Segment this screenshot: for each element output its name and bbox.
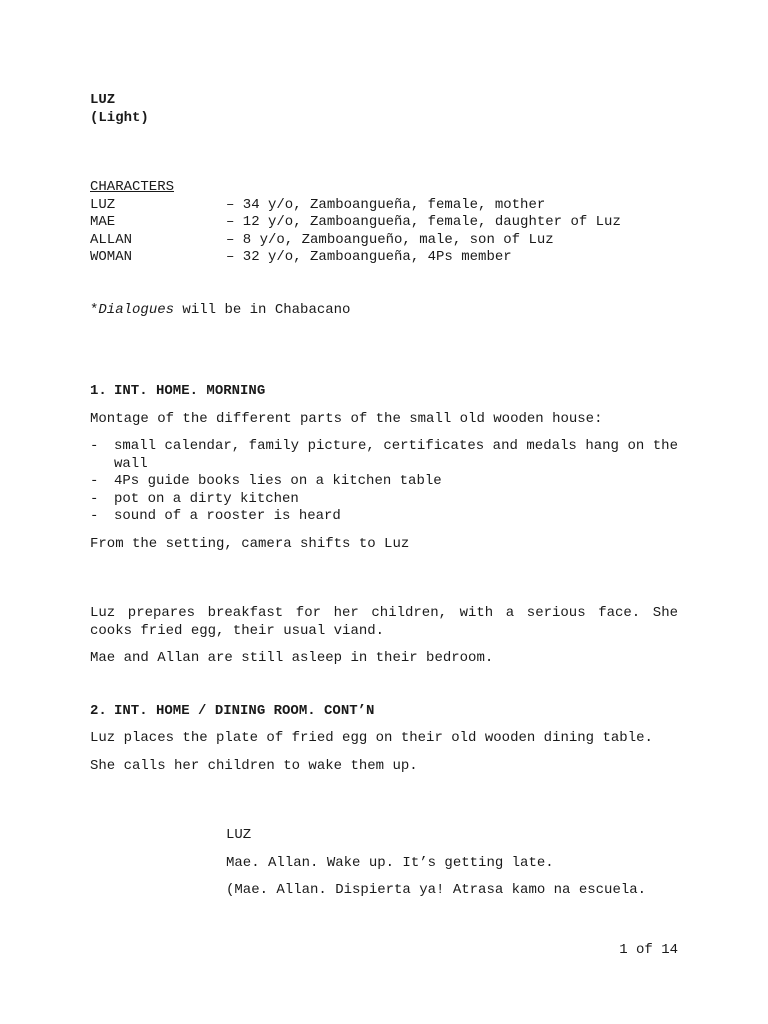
scene-2: [90, 703, 678, 900]
dialogue-translation: (Mae. Allan. Dispierta ya! Atrasa kamo na escuela.: [226, 882, 647, 898]
character-description: – 12 y/o, Zamboangueña, female, daughter of Luz: [226, 214, 621, 230]
note-italic-word: Dialogues: [98, 301, 175, 318]
character-row: [90, 197, 678, 215]
dialogue-line: Mae. Allan. Wake up. It’s getting late.: [226, 854, 554, 871]
character-name: LUZ: [90, 196, 116, 213]
scene-heading: [90, 383, 678, 401]
document-title: LUZ: [90, 92, 116, 108]
character-description: – 8 y/o, Zamboangueño, male, son of Luz: [226, 231, 554, 248]
list-item: - pot on a dirty kitchen: [90, 490, 299, 507]
scene-heading-text: INT. HOME. MORNING: [114, 383, 266, 399]
character-name: MAE: [90, 214, 116, 230]
scene-number: 1.: [90, 383, 107, 399]
scene-paragraph: She calls her children to wake them up.: [90, 757, 418, 774]
scene-1: [90, 383, 678, 668]
scene-paragraph: Mae and Allan are still asleep in their bedroom.: [90, 650, 494, 666]
scene-paragraph: Luz prepares breakfast for her children, with a serious face. She cooks fried egg, their usual viand.: [90, 605, 678, 639]
character-row: [90, 214, 678, 232]
list-item: - small calendar, family picture, certificates and medals hang on the wall: [90, 438, 678, 472]
scene-paragraph: From the setting, camera shifts to Luz: [90, 535, 410, 552]
character-name: ALLAN: [90, 231, 133, 248]
scene-heading: [90, 703, 678, 721]
characters-section: [90, 179, 678, 267]
scene-heading-text: INT. HOME / DINING ROOM. CONT’N: [114, 702, 375, 719]
document-subtitle: (Light): [90, 109, 149, 126]
script-page: [90, 92, 678, 900]
list-item: - sound of a rooster is heard: [90, 508, 341, 524]
character-row: [90, 249, 678, 267]
character-name: WOMAN: [90, 249, 133, 265]
dialogue-language-note: *Dialogues will be in Chabacano: [90, 301, 351, 318]
scene-paragraph: Montage of the different parts of the small old wooden house:: [90, 410, 603, 427]
character-description: – 34 y/o, Zamboangueña, female, mother: [226, 196, 546, 213]
dialogue-block: [226, 827, 678, 900]
montage-list: [90, 438, 678, 526]
scene-paragraph: Luz places the plate of fried egg on their old wooden dining table.: [90, 730, 653, 746]
dialogue-speaker: LUZ: [226, 827, 252, 843]
list-item: - 4Ps guide books lies on a kitchen table: [90, 473, 442, 489]
character-description: – 32 y/o, Zamboangueña, 4Ps member: [226, 249, 512, 265]
page-number: 1 of 14: [619, 942, 678, 958]
scene-number: 2.: [90, 702, 107, 719]
character-row: [90, 232, 678, 250]
characters-heading: CHARACTERS: [90, 179, 175, 195]
